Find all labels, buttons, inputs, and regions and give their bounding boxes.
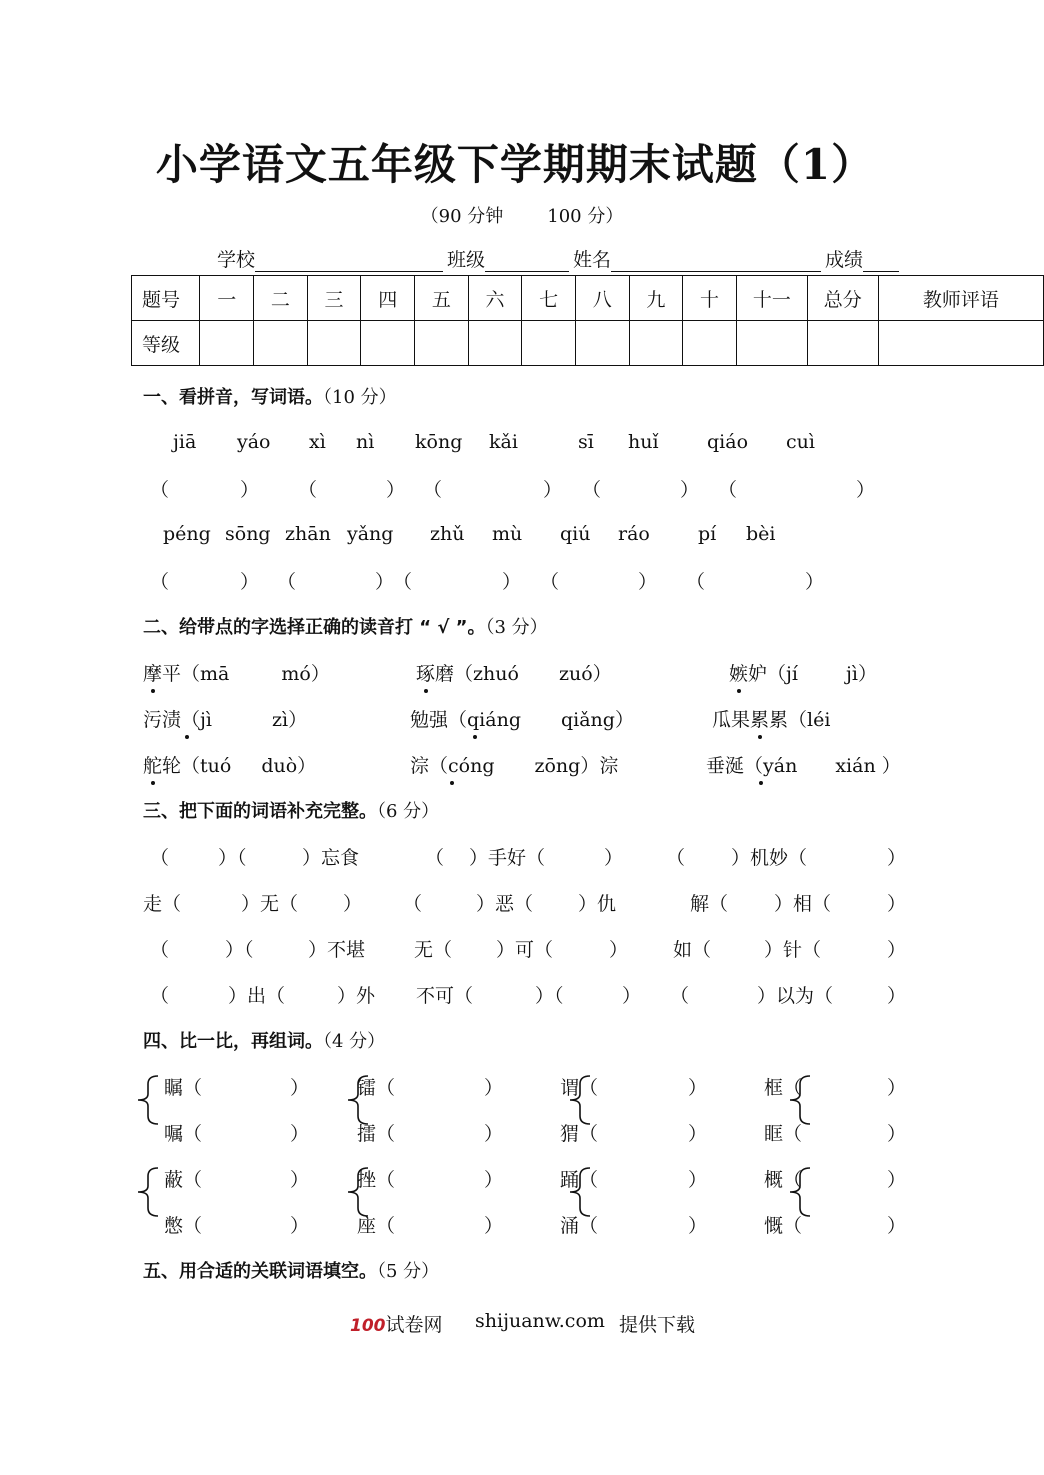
word-blank-close[interactable]: ） <box>887 1123 907 1145</box>
school-blank[interactable] <box>255 251 443 272</box>
idiom-blank[interactable]: ） <box>887 847 907 869</box>
score-table-header: 题号 一 二 三 四 五 六 七 八 九 十 十一 总分 教师评语 <box>132 276 1044 321</box>
exam-duration: （90 分钟 100 分） <box>420 206 624 227</box>
compare-char: 踊（ <box>560 1169 599 1191</box>
compare-char: 擂（ <box>357 1123 396 1145</box>
idiom-blank[interactable]: ） <box>887 893 907 915</box>
idiom-blank[interactable]: ）针（ <box>764 939 822 961</box>
idiom-blank[interactable]: ） <box>609 939 629 961</box>
word-blank-close[interactable]: ） <box>484 1215 504 1237</box>
idiom-blank[interactable]: ）以为（ <box>757 985 834 1007</box>
word-blank-close[interactable]: ） <box>290 1077 310 1099</box>
pinyin: péng <box>163 523 211 545</box>
reading-item: 琢磨（zhuó zuó） <box>416 659 612 686</box>
word-blank-close[interactable]: ） <box>290 1169 310 1191</box>
brace-icon <box>134 1074 160 1126</box>
section-4-title: 四、比一比，再组词。（4 分） <box>143 1031 386 1052</box>
info-score: 成绩 <box>825 245 899 272</box>
answer-paren[interactable]: ） <box>240 479 260 501</box>
score-table-grades: 等级 <box>132 321 1044 366</box>
answer-paren[interactable]: （ <box>298 479 318 501</box>
idiom-blank[interactable]: ）仇 <box>578 893 617 915</box>
score-blank[interactable] <box>863 251 899 272</box>
idiom-blank[interactable]: ）可（ <box>496 939 554 961</box>
idiom-blank[interactable]: ） <box>622 985 642 1007</box>
pinyin: yǎng <box>347 523 394 545</box>
brace-icon <box>134 1166 160 1218</box>
answer-paren[interactable]: （ <box>393 571 413 593</box>
pinyin: mù <box>492 523 523 545</box>
answer-paren[interactable]: ） <box>502 571 522 593</box>
answer-paren[interactable]: （ <box>277 571 297 593</box>
pinyin: bèi <box>746 523 776 545</box>
info-school: 学校 <box>217 245 443 272</box>
idiom-blank[interactable]: （ <box>666 847 686 869</box>
idiom-blank[interactable]: 如（ <box>673 939 712 961</box>
pinyin: sōng <box>225 523 271 545</box>
word-blank-close[interactable]: ） <box>688 1123 708 1145</box>
compare-char: 框（ <box>764 1077 803 1099</box>
word-blank-close[interactable]: ） <box>688 1169 708 1191</box>
class-blank[interactable] <box>485 251 569 272</box>
site-logo: 100 <box>350 1316 386 1336</box>
reading-item: 垂涎（yán xián ） <box>706 751 901 778</box>
pinyin: kōng <box>415 431 463 453</box>
pinyin: yáo <box>237 431 271 453</box>
idiom-blank[interactable]: ）（ <box>225 939 254 961</box>
idiom-blank[interactable]: 不可（ <box>416 985 474 1007</box>
word-blank-close[interactable]: ） <box>484 1169 504 1191</box>
word-blank-close[interactable]: ） <box>887 1077 907 1099</box>
compare-char: 概（ <box>764 1169 803 1191</box>
pinyin: sī <box>578 431 594 453</box>
footer-provide: 提供下载 <box>619 1314 696 1336</box>
idiom-blank[interactable]: ）无（ <box>241 893 299 915</box>
idiom-blank[interactable]: ）忘食 <box>302 847 360 869</box>
reading-item: 嫉妒（jí jì） <box>729 659 877 686</box>
info-class: 班级 <box>447 245 569 272</box>
answer-paren[interactable]: ） <box>856 479 876 501</box>
compare-char: 憋（ <box>164 1215 203 1237</box>
word-blank-close[interactable]: ） <box>484 1123 504 1145</box>
word-blank-close[interactable]: ） <box>290 1123 310 1145</box>
score-table <box>131 275 1044 366</box>
reading-item: 污渍（jì zì） <box>143 705 307 732</box>
pinyin: zhān <box>285 523 331 545</box>
answer-paren[interactable]: ） <box>386 479 406 501</box>
word-blank-close[interactable]: ） <box>887 1215 907 1237</box>
idiom-blank[interactable]: ）（ <box>218 847 247 869</box>
pinyin: qiú <box>560 523 591 545</box>
answer-paren[interactable]: ） <box>375 571 395 593</box>
idiom-blank[interactable]: ）手好（ <box>469 847 546 869</box>
reading-item: 瓜果累累（léi <box>712 705 830 732</box>
section-3-title: 三、把下面的词语补充完整。（6 分） <box>143 801 440 822</box>
reading-item: 摩平（mā mó） <box>143 659 330 686</box>
compare-char: 嘱（ <box>164 1123 203 1145</box>
answer-paren[interactable]: （ <box>150 571 170 593</box>
idiom-blank[interactable]: 无（ <box>414 939 453 961</box>
idiom-blank[interactable]: ） <box>343 893 363 915</box>
idiom-blank[interactable]: ）出（ <box>228 985 286 1007</box>
pinyin: jiā <box>173 431 197 453</box>
footer-brand: 100试卷网 <box>350 1314 443 1336</box>
idiom-blank[interactable]: （ <box>150 847 170 869</box>
answer-paren[interactable]: ） <box>240 571 260 593</box>
answer-paren[interactable]: ） <box>680 479 700 501</box>
idiom-blank[interactable]: ） <box>604 847 624 869</box>
word-blank-close[interactable]: ） <box>887 1169 907 1191</box>
pinyin: ráo <box>618 523 650 545</box>
word-blank-close[interactable]: ） <box>688 1077 708 1099</box>
idiom-blank[interactable]: 走（ <box>143 893 182 915</box>
word-blank-close[interactable]: ） <box>688 1215 708 1237</box>
pinyin: huǐ <box>628 431 659 453</box>
footer-url[interactable]: shijuanw.com <box>475 1310 605 1332</box>
answer-paren[interactable]: （ <box>540 571 560 593</box>
idiom-blank[interactable]: ）（ <box>535 985 564 1007</box>
compare-char: 座（ <box>357 1215 396 1237</box>
section-5-title: 五、用合适的关联词语填空。（5 分） <box>143 1261 440 1282</box>
compare-char: 猬（ <box>560 1123 599 1145</box>
idiom-blank[interactable]: （ <box>403 893 423 915</box>
answer-paren[interactable]: （ <box>582 479 602 501</box>
pinyin: zhǔ <box>430 523 465 545</box>
idiom-blank[interactable]: （ <box>150 939 170 961</box>
pinyin: pí <box>698 523 717 545</box>
info-name: 姓名 <box>573 245 821 272</box>
idiom-blank[interactable]: ）恶（ <box>476 893 534 915</box>
pinyin: xì <box>309 431 326 453</box>
pinyin: kǎi <box>489 431 518 453</box>
idiom-blank[interactable]: （ <box>150 985 170 1007</box>
reading-item: 勉强（qiáng qiǎng） <box>410 705 634 732</box>
answer-paren[interactable]: ） <box>805 571 825 593</box>
answer-paren[interactable]: （ <box>686 571 706 593</box>
idiom-blank[interactable]: （ <box>425 847 445 869</box>
section-1-title: 一、看拼音，写词语。（10 分） <box>143 387 397 408</box>
idiom-blank[interactable]: ）机妙（ <box>731 847 808 869</box>
pinyin: qiáo <box>707 431 749 453</box>
idiom-blank[interactable]: ）外 <box>337 985 376 1007</box>
reading-item: 舵轮（tuó duò） <box>143 751 316 778</box>
answer-paren[interactable]: ） <box>638 571 658 593</box>
idiom-blank[interactable]: ） <box>887 985 907 1007</box>
compare-char: 镭（ <box>357 1077 396 1099</box>
page-title: 小学语文五年级下学期期末试题（1） <box>155 140 875 189</box>
answer-paren[interactable]: （ <box>150 479 170 501</box>
pinyin: nì <box>356 431 375 453</box>
compare-char: 瞩（ <box>164 1077 203 1099</box>
reading-item: 淙（cóng zōng）淙 <box>410 751 618 778</box>
compare-char: 涌（ <box>560 1215 599 1237</box>
idiom-blank[interactable]: （ <box>670 985 690 1007</box>
word-blank-close[interactable]: ） <box>290 1215 310 1237</box>
compare-char: 谓（ <box>560 1077 599 1099</box>
answer-paren[interactable]: ） <box>543 479 563 501</box>
name-blank[interactable] <box>611 251 821 272</box>
answer-paren[interactable]: （ <box>718 479 738 501</box>
pinyin: cuì <box>786 431 815 453</box>
word-blank-close[interactable]: ） <box>484 1077 504 1099</box>
compare-char: 蔽（ <box>164 1169 203 1191</box>
compare-char: 慨（ <box>764 1215 803 1237</box>
idiom-blank[interactable]: 解（ <box>690 893 729 915</box>
compare-char: 挫（ <box>357 1169 396 1191</box>
compare-char: 眶（ <box>764 1123 803 1145</box>
idiom-blank[interactable]: ）不堪 <box>308 939 366 961</box>
idiom-blank[interactable]: ） <box>887 939 907 961</box>
answer-paren[interactable]: （ <box>423 479 443 501</box>
idiom-blank[interactable]: ）相（ <box>774 893 832 915</box>
section-2-title: 二、给带点的字选择正确的读音打 “ √ ”。（3 分） <box>143 617 548 638</box>
